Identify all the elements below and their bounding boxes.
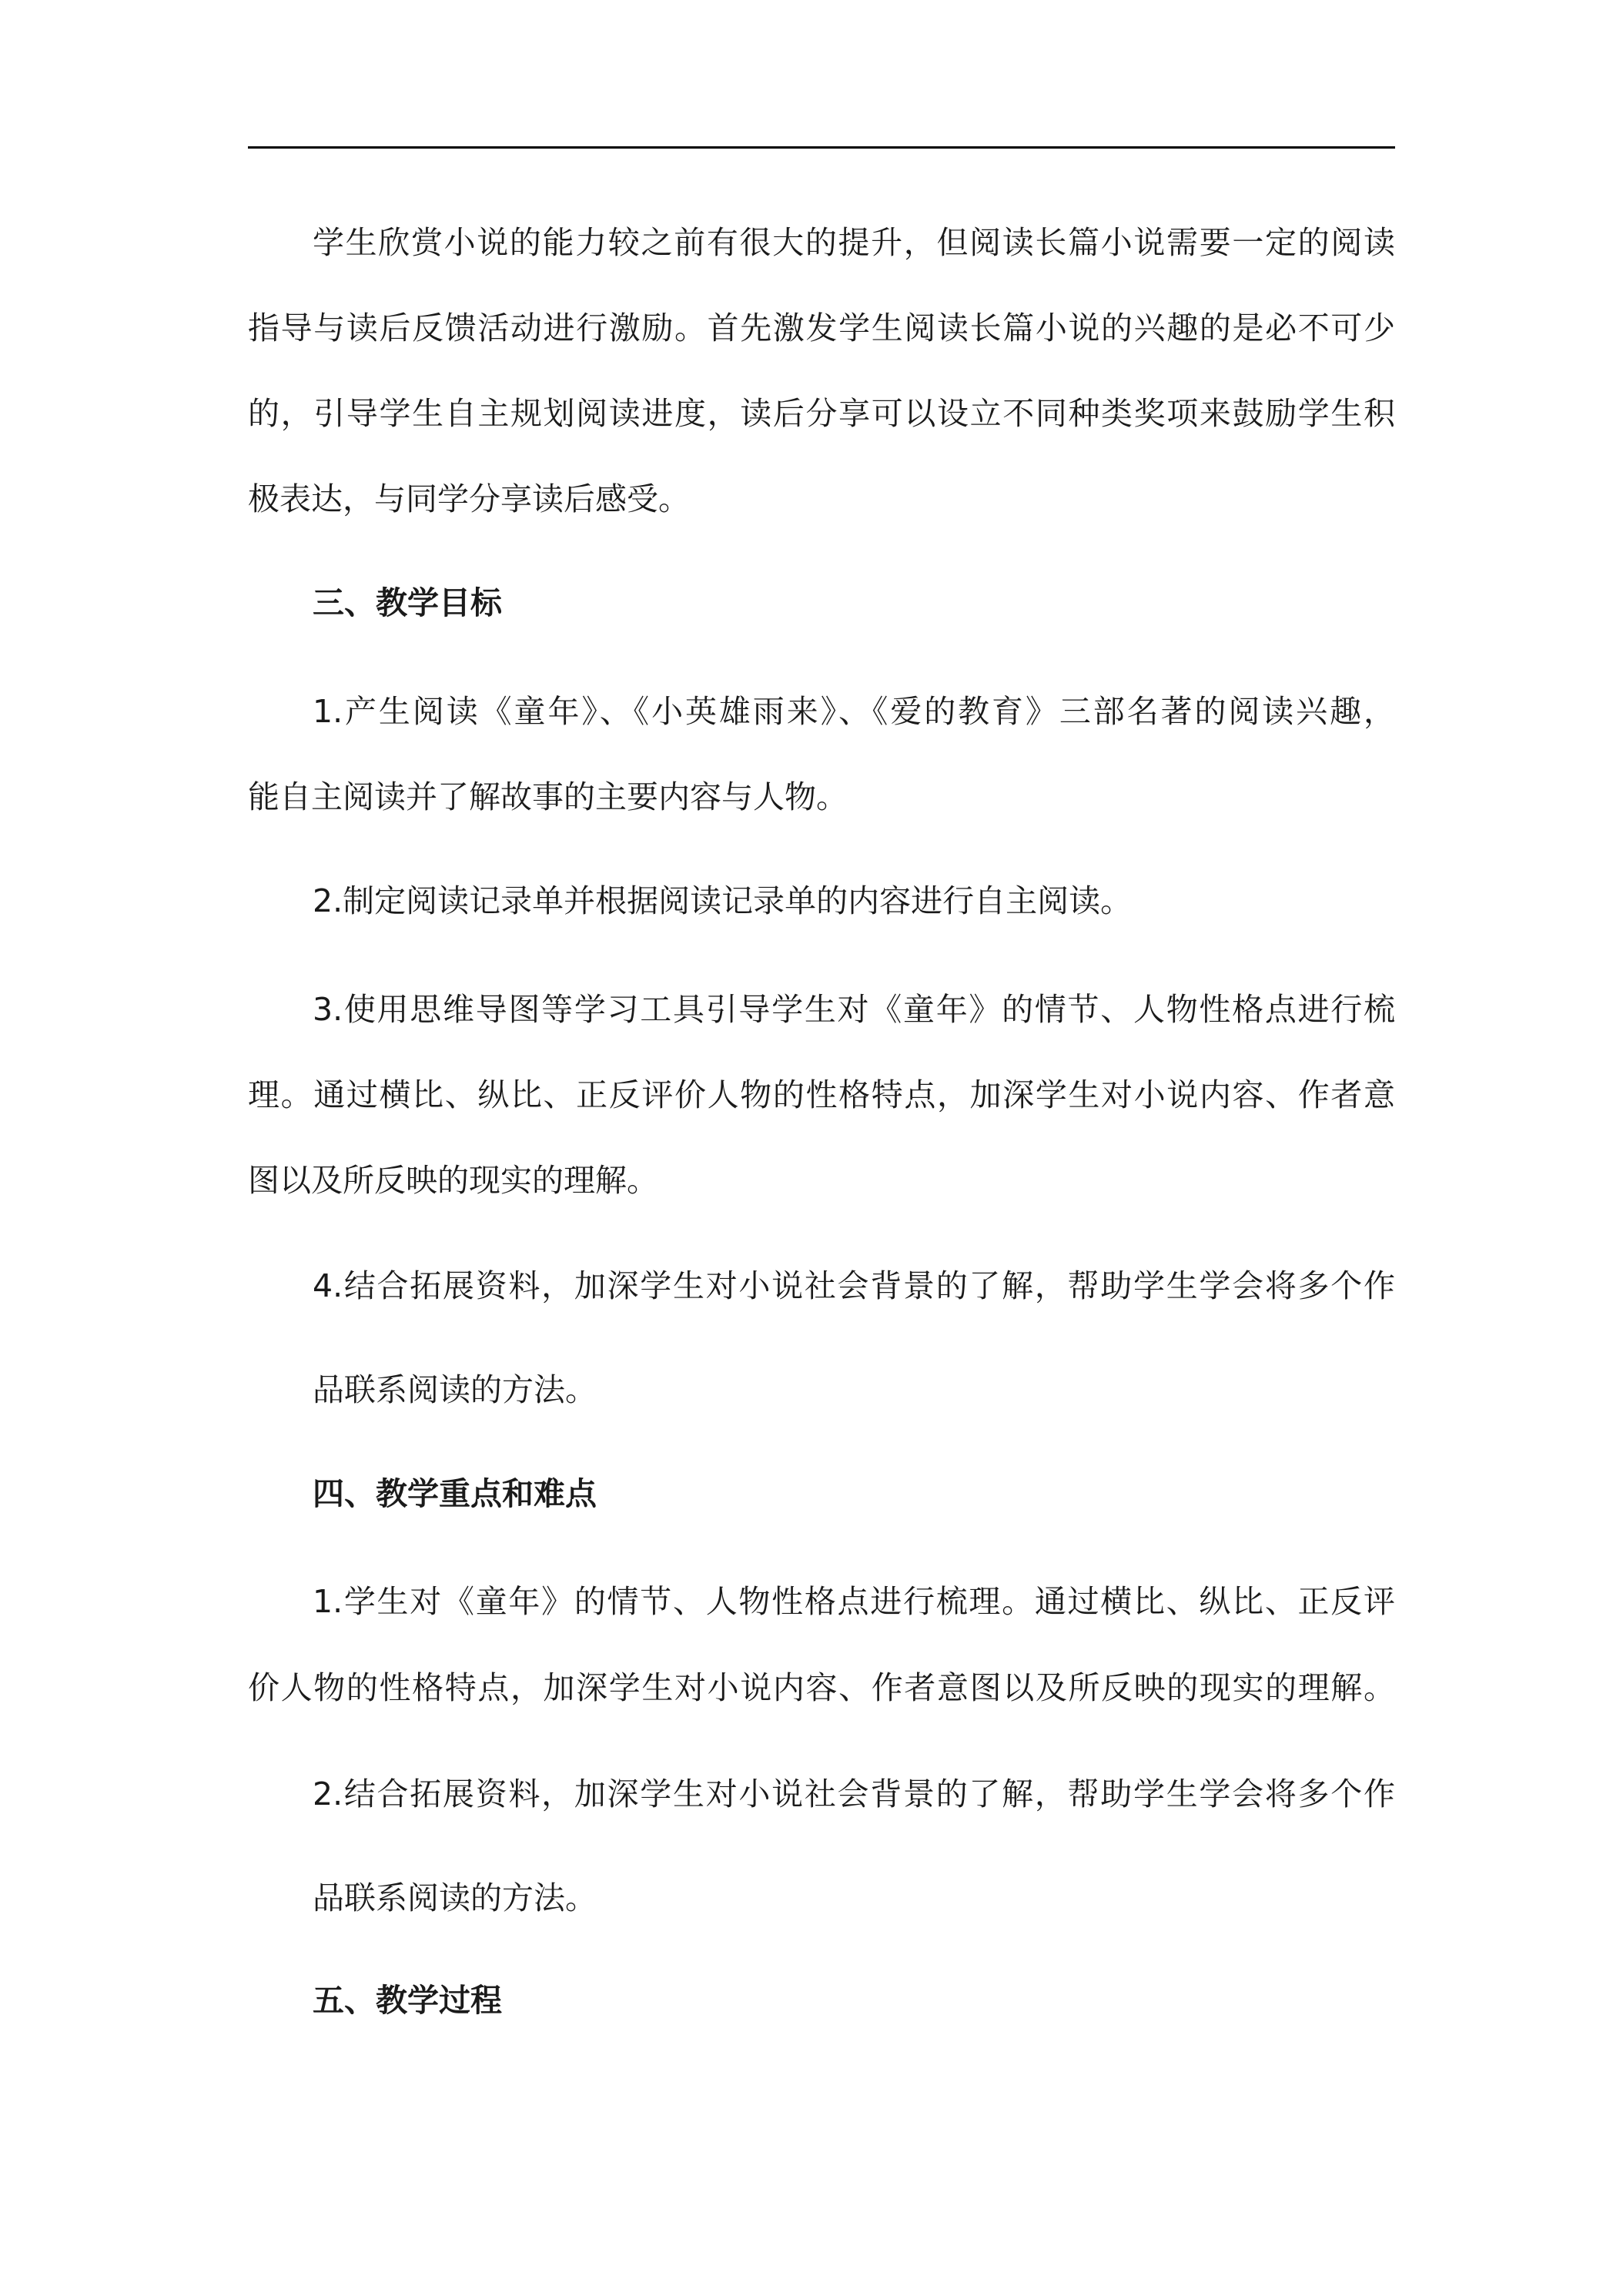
section4-heading: 四、教学重点和难点 — [313, 1475, 597, 1512]
section3-item3-line2: 理。通过横比、纵比、正反评价人物的性格特点，加深学生对小说内容、作者意 — [248, 1076, 1395, 1113]
section3-item2-line1: 2.制定阅读记录单并根据阅读记录单的内容进行自主阅读。 — [313, 882, 1133, 919]
section3-item3-line1: 3.使用思维导图等学习工具引导学生对《童年》的情节、人物性格点进行梳 — [313, 991, 1395, 1028]
section3-heading: 三、教学目标 — [313, 584, 502, 621]
section5-heading: 五、教学过程 — [313, 1982, 502, 2019]
para1-line3: 的，引导学生自主规划阅读进度，读后分享可以设立不同种类奖项来鼓励学生积 — [248, 395, 1395, 432]
para1-line4: 极表达，与同学分享读后感受。 — [248, 480, 690, 517]
section4-item1-line1: 1.学生对《童年》的情节、人物性格点进行梳理。通过横比、纵比、正反评 — [313, 1583, 1395, 1620]
section4-item2-line1: 2.结合拓展资料，加深学生对小说社会背景的了解，帮助学生学会将多个作 — [313, 1776, 1395, 1812]
section3-item1-line1: 1.产生阅读《童年》、《小英雄雨来》、《爱的教育》三部名著的阅读兴趣， — [313, 693, 1395, 730]
section3-item4-line2: 品联系阅读的方法。 — [313, 1371, 597, 1408]
section3-item4-line1: 4.结合拓展资料，加深学生对小说社会背景的了解，帮助学生学会将多个作 — [313, 1267, 1395, 1304]
section4-item1-line2: 价人物的性格特点，加深学生对小说内容、作者意图以及所反映的现实的理解。 — [248, 1669, 1395, 1706]
header-rule — [248, 146, 1395, 149]
para1-line1: 学生欣赏小说的能力较之前有很大的提升，但阅读长篇小说需要一定的阅读 — [313, 224, 1395, 261]
section3-item1-line2: 能自主阅读并了解故事的主要内容与人物。 — [248, 778, 848, 815]
section3-item3-line3: 图以及所反映的现实的理解。 — [248, 1162, 658, 1199]
para1-line2: 指导与读后反馈活动进行激励。首先激发学生阅读长篇小说的兴趣的是必不可少 — [248, 310, 1395, 346]
section4-item2-line2: 品联系阅读的方法。 — [313, 1879, 597, 1916]
